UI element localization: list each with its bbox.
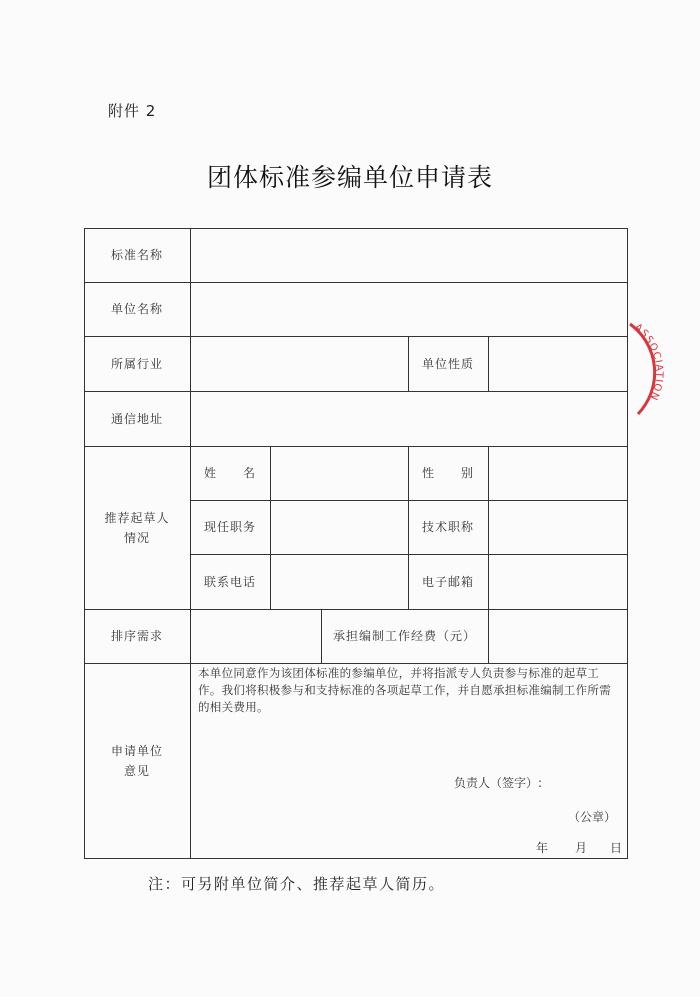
month-label: 月 xyxy=(575,841,588,855)
unit-name-label: 单位名称 xyxy=(110,302,163,316)
address-field[interactable] xyxy=(191,392,627,446)
position-label: 现任职务 xyxy=(203,520,256,534)
gender-label: 性 别 xyxy=(421,466,474,480)
svg-text:ASSOCIATION xyxy=(632,322,664,402)
signature-label: 负责人（签字）: xyxy=(454,776,543,790)
footer-note: 注：可另附单位简介、推荐起草人简历。 xyxy=(148,875,446,893)
title-field[interactable] xyxy=(489,501,627,554)
opinion-label: 申请单位 意见 xyxy=(110,743,163,778)
border-line xyxy=(84,858,628,859)
stamp-text: ASSOCIATION xyxy=(632,321,665,403)
standard-name-field[interactable] xyxy=(191,229,627,282)
gender-field[interactable] xyxy=(489,447,627,500)
opinion-text: 本单位同意作为该团体标准的参编单位，并将指派专人负责参与标准的起草工作。我们将积极参与和支持标准的各项起草工作，并自愿承担标准编制工作所需的相关费用。 xyxy=(198,666,611,714)
seal-label: （公章） xyxy=(568,810,617,824)
year-label: 年 xyxy=(536,841,549,855)
phone-label: 联系电话 xyxy=(203,574,256,589)
standard-name-label: 标准名称 xyxy=(110,248,163,262)
email-label: 电子邮箱 xyxy=(421,574,474,589)
application-form xyxy=(84,228,628,859)
ranking-field[interactable] xyxy=(191,610,321,663)
unit-nature-field[interactable] xyxy=(489,337,627,391)
page-title: 团体标准参编单位申请表 xyxy=(206,163,493,192)
funding-label: 承担编制工作经费（元） xyxy=(332,629,476,643)
association-stamp xyxy=(628,318,700,418)
phone-field[interactable] xyxy=(271,555,408,609)
name-label: 姓 名 xyxy=(203,466,256,480)
day-label: 日 xyxy=(610,841,623,855)
attachment-label: 附件 2 xyxy=(108,102,157,120)
ranking-label: 排序需求 xyxy=(110,629,163,643)
title-label: 技术职称 xyxy=(421,520,474,534)
name-field[interactable] xyxy=(271,447,408,500)
position-field[interactable] xyxy=(271,501,408,554)
email-field[interactable] xyxy=(489,555,627,609)
industry-field[interactable] xyxy=(191,337,408,391)
funding-field[interactable] xyxy=(489,610,627,663)
unit-nature-label: 单位性质 xyxy=(421,356,474,371)
unit-name-field[interactable] xyxy=(191,283,627,336)
industry-label: 所属行业 xyxy=(110,356,163,371)
drafter-section-label: 推荐起草人 情况 xyxy=(104,510,170,545)
address-label: 通信地址 xyxy=(110,411,163,426)
